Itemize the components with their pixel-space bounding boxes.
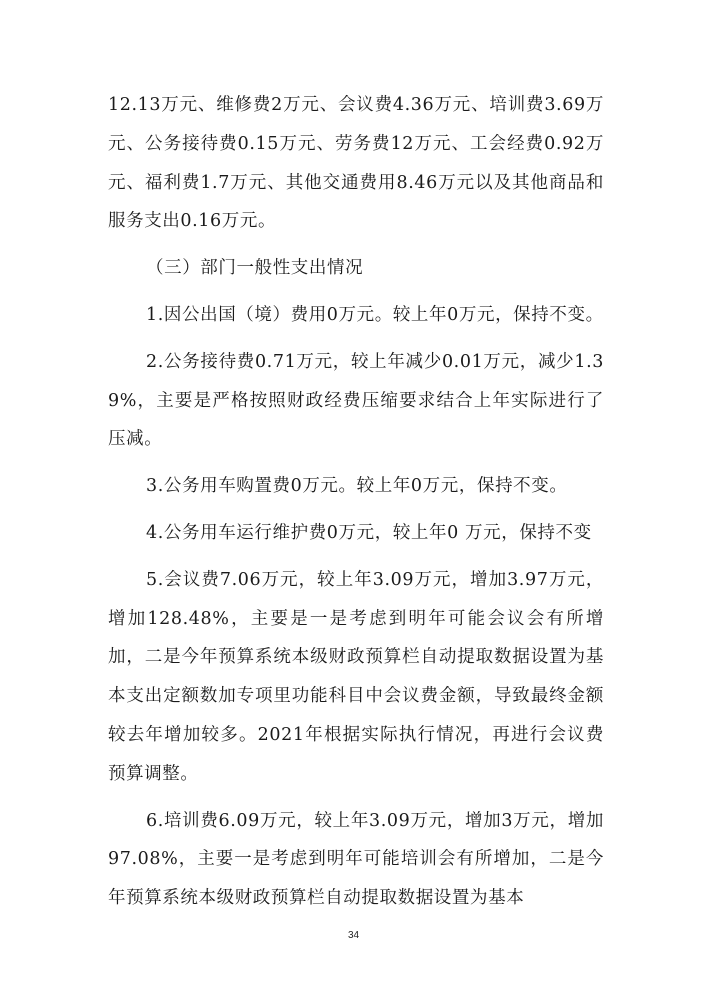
paragraph-meeting-fees: 5.会议费7.06万元，较上年3.09万元，增加3.97万元，增加128.48%，主要是一是考虑到明年可能会议会有所增加，二是今年预算系统本级财政预算栏自动提取数据设置为基本支出定额数加专项里功能科目中会议费金额，导致最终金额较去年增加较多。2021年根据实际执行情况，再进行会议费预算调整。 bbox=[108, 569, 604, 784]
body-text bbox=[108, 86, 604, 926]
paragraph-vehicle-purchase: 3.公务用车购置费0万元。较上年0万元，保持不变。 bbox=[146, 476, 568, 497]
paragraph-vehicle-maintenance: 4.公务用车运行维护费0万元，较上年0 万元，保持不变 bbox=[146, 522, 592, 543]
section-heading-general-expenses: （三）部门一般性支出情况 bbox=[146, 258, 364, 279]
paragraph-official-reception: 2.公务接待费0.71万元，较上年减少0.01万元，减少1.39%，主要是严格按照财政经费压缩要求结合上年实际进行了压减。 bbox=[108, 351, 604, 450]
paragraph-overseas-travel: 1.因公出国（境）费用0万元。较上年0万元，保持不变。 bbox=[146, 304, 604, 325]
paragraph-training-fees: 6.培训费6.09万元，较上年3.09万元，增加3万元，增加97.08%，主要一是考虑到明年可能培训会有所增加，二是今年预算系统本级财政预算栏自动提取数据设置为基本 bbox=[108, 810, 604, 909]
paragraph-expense-list: 12.13万元、维修费2万元、会议费4.36万元、培训费3.69万元、公务接待费0.15万元、劳务费12万元、工会经费0.92万元、福利费1.7万元、其他交通费用8.46万元以及其他商品和服务支出0.16万元。 bbox=[108, 95, 604, 232]
page-number: 34 bbox=[347, 930, 360, 941]
